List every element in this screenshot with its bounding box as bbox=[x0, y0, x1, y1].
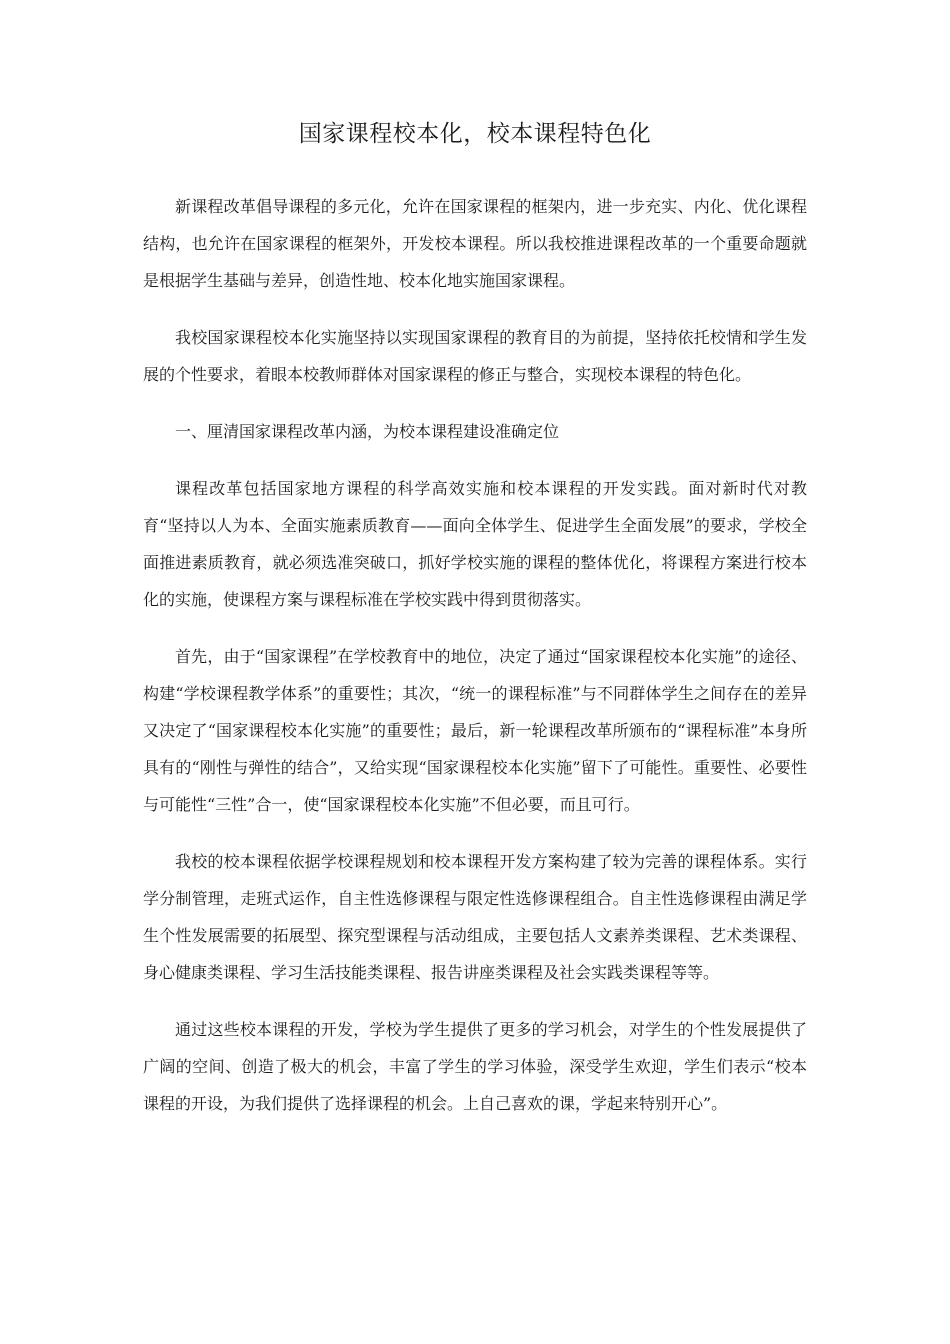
paragraph-reform: 课程改革包括国家地方课程的科学高效实施和校本课程的开发实践。面对新时代对教育“坚持以人为本、全面实施素质教育——面向全体学生、促进学生全面发展”的要求，学校全面推进素质教育，就必须选准突破口，抓好学校实施的课程的整体优化，将课程方案进行校本化的实施，使课程方案与课程标准在学校实践中得到贯彻落实。 bbox=[143, 479, 807, 609]
section-heading-1: 一、厘清国家课程改革内涵，为校本课程建设准确定位 bbox=[175, 422, 560, 441]
paragraph-outcome: 通过这些校本课程的开发，学校为学生提供了更多的学习机会，对学生的个性发展提供了广阔的空间、创造了极大的机会，丰富了学生的学习体验，深受学生欢迎，学生们表示“校本课程的开设，为我们提供了选择课程的机会。上自己喜欢的课，学起来特别开心”。 bbox=[143, 1020, 807, 1113]
paragraph-system: 我校的校本课程依据学校课程规划和校本课程开发方案构建了较为完善的课程体系。实行学分制管理，走班式运作，自主性选修课程与限定性选修课程组合。自主性选修课程由满足学生个性发展需要的拓展型、探究型课程与活动组成，主要包括人文素养类课程、艺术类课程、身心健康类课程、学习生活技能类课程、报告讲座类课程及社会实践类课程等等。 bbox=[143, 852, 807, 982]
paragraph-intro: 新课程改革倡导课程的多元化，允许在国家课程的框架内，进一步充实、内化、优化课程结构，也允许在国家课程的框架外，开发校本课程。所以我校推进课程改革的一个重要命题就是根据学生基础与差异，创造性地、校本化地实施国家课程。 bbox=[143, 197, 807, 290]
paragraph-importance: 首先，由于“国家课程”在学校教育中的地位，决定了通过“国家课程校本化实施”的途径、构建“学校课程教学体系”的重要性；其次，“统一的课程标准”与不同群体学生之间存在的差异又决定了“国家课程校本化实施”的重要性；最后，新一轮课程改革所颁布的“课程标准”本身所具有的“刚性与弹性的结合”，又给实现“国家课程校本化实施”留下了可能性。重要性、必要性与可能性“三性”合一，使“国家课程校本化实施”不但必要，而且可行。 bbox=[143, 647, 807, 814]
paragraph-principles: 我校国家课程校本化实施坚持以实现国家课程的教育目的为前提，坚持依托校情和学生发展的个性要求，着眼本校教师群体对国家课程的修正与整合，实现校本课程的特色化。 bbox=[143, 328, 807, 384]
document-title: 国家课程校本化，校本课程特色化 bbox=[298, 121, 652, 147]
document-body bbox=[143, 188, 807, 1122]
